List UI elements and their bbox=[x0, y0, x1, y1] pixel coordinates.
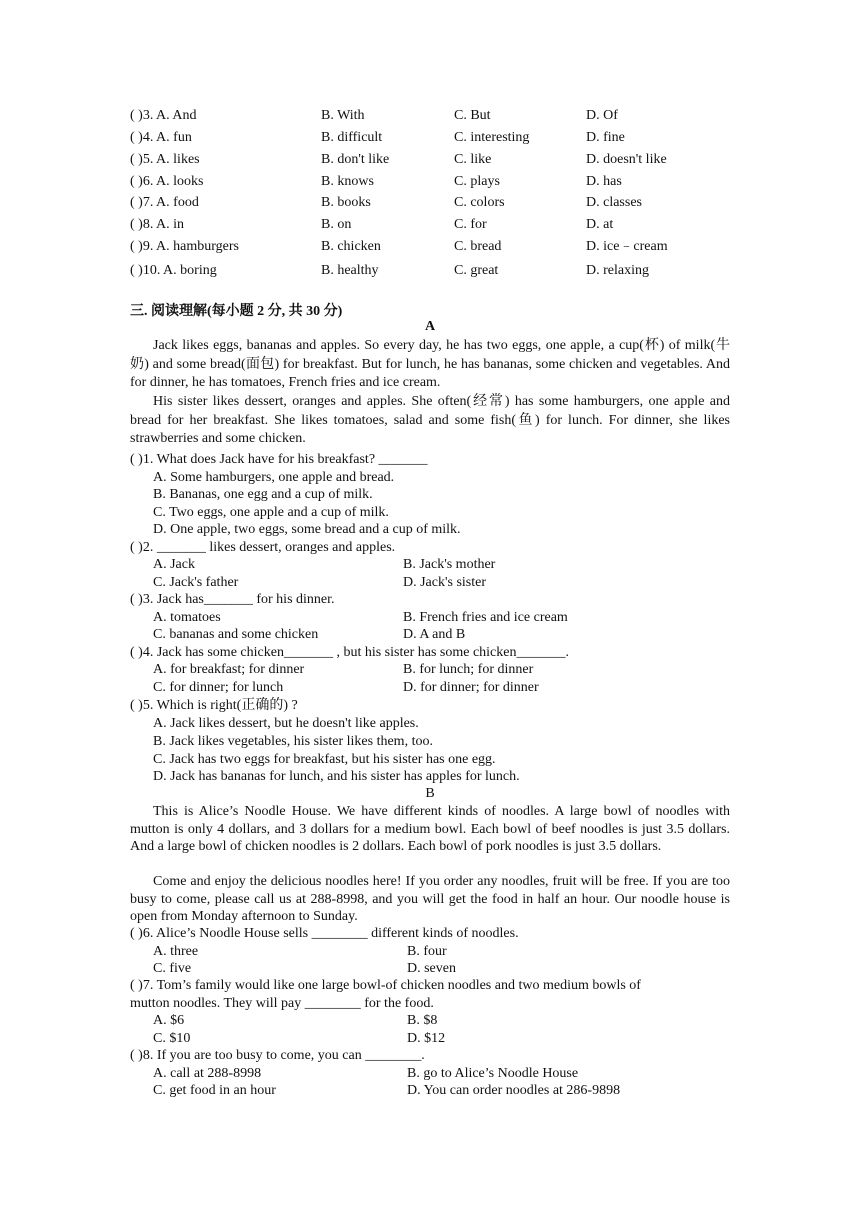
section-heading: 三. 阅读理解(每小题 2 分, 共 30 分) bbox=[130, 304, 343, 319]
q5-option-d: D. Jack has bananas for lunch, and his sister has apples for lunch. bbox=[153, 769, 520, 784]
question-6: ( )6. Alice’s Noodle House sells ________ different kinds of noodles. bbox=[130, 926, 519, 941]
cloze-item-number: ( )4. A. fun bbox=[130, 130, 192, 145]
passage-b-label: B bbox=[425, 786, 435, 801]
cloze-item-number: ( )7. A. food bbox=[130, 195, 199, 210]
cloze-option-b: B. knows bbox=[321, 174, 374, 189]
q4-option-a: A. for breakfast; for dinner bbox=[153, 662, 305, 677]
cloze-option-b: B. difficult bbox=[321, 130, 383, 145]
cloze-item-number: ( )8. A. in bbox=[130, 217, 185, 232]
passage-a-label: A bbox=[424, 319, 436, 334]
q5-option-a: A. Jack likes dessert, but he doesn't like apples. bbox=[153, 716, 419, 731]
q4-option-c: C. for dinner; for lunch bbox=[153, 680, 284, 695]
question-4: ( )4. Jack has some chicken_______ , but his sister has some chicken_______. bbox=[130, 645, 569, 660]
cloze-item-number: ( )6. A. looks bbox=[130, 174, 204, 189]
cloze-option-c: C. bread bbox=[454, 239, 502, 254]
q3-option-a: A. tomatoes bbox=[153, 610, 221, 625]
question-8: ( )8. If you are too busy to come, you can ________. bbox=[130, 1048, 425, 1063]
question-7-line-1: ( )7. Tom’s family would like one large bowl-of chicken noodles and two medium bowls of bbox=[130, 978, 641, 993]
cloze-option-d: D. at bbox=[586, 217, 614, 232]
cloze-option-c: C. like bbox=[454, 152, 492, 167]
cloze-option-d: D. has bbox=[586, 174, 622, 189]
cloze-option-c: C. But bbox=[454, 108, 491, 123]
q5-option-c: C. Jack has two eggs for breakfast, but his sister has one egg. bbox=[153, 752, 496, 767]
cloze-option-d: D. relaxing bbox=[586, 263, 649, 278]
question-5: ( )5. Which is right(正确的) ? bbox=[130, 698, 298, 713]
cloze-option-d: D. Of bbox=[586, 108, 618, 123]
cloze-option-b: B. chicken bbox=[321, 239, 381, 254]
q5-option-b: B. Jack likes vegetables, his sister likes them, too. bbox=[153, 734, 433, 749]
cloze-item-number: ( )9. A. hamburgers bbox=[130, 239, 239, 254]
q2-option-b: B. Jack's mother bbox=[403, 557, 496, 572]
question-3: ( )3. Jack has_______ for his dinner. bbox=[130, 592, 335, 607]
q3-option-d: D. A and B bbox=[403, 627, 466, 642]
q7-option-b: B. $8 bbox=[407, 1013, 438, 1028]
passage-b-paragraph-2: Come and enjoy the delicious noodles here! If you order any noodles, fruit will be free. If you are too busy to come, please call us at 288-8998, and you will get the food in half an hour. Our noodle house is open from Monday afternoon to Sunday. bbox=[130, 874, 730, 924]
cloze-item-number: ( )10. A. boring bbox=[130, 263, 217, 278]
q8-option-d: D. You can order noodles at 286-9898 bbox=[407, 1083, 621, 1098]
cloze-option-d: D. classes bbox=[586, 195, 642, 210]
cloze-option-b: B. healthy bbox=[321, 263, 379, 278]
q3-option-b: B. French fries and ice cream bbox=[403, 610, 568, 625]
cloze-item-number: ( )3. A. And bbox=[130, 108, 197, 123]
cloze-option-d: D. fine bbox=[586, 130, 625, 145]
q4-option-d: D. for dinner; for dinner bbox=[403, 680, 539, 695]
q2-option-d: D. Jack's sister bbox=[403, 575, 487, 590]
cloze-option-c: C. colors bbox=[454, 195, 505, 210]
q6-option-b: B. four bbox=[407, 944, 447, 959]
cloze-option-c: C. great bbox=[454, 263, 499, 278]
q4-option-b: B. for lunch; for dinner bbox=[403, 662, 534, 677]
passage-a-paragraph-1: Jack likes eggs, bananas and apples. So every day, he has two eggs, one apple, a cup(杯) of milk(牛奶) and some bread(面包) for breakfast. But for lunch, he has bananas, some chicken and vegetables. And for dinner, he has tomatoes, French fries and ice cream. bbox=[130, 338, 730, 390]
q1-option-a: A. Some hamburgers, one apple and bread. bbox=[153, 470, 395, 485]
q7-option-d: D. $12 bbox=[407, 1031, 446, 1046]
cloze-option-b: B. books bbox=[321, 195, 371, 210]
cloze-option-c: C. plays bbox=[454, 174, 500, 189]
q2-option-c: C. Jack's father bbox=[153, 575, 239, 590]
passage-b-paragraph-1: This is Alice’s Noodle House. We have different kinds of noodles. A large bowl of noodles with mutton is only 4 dollars, and 3 dollars for a medium bowl. Each bowl of beef noodles is just 3.5 dollars. And a large bowl of chicken noodles is 2 dollars. Each bowl of pork noodles is just 3.5 dollars. bbox=[130, 804, 730, 854]
q6-option-d: D. seven bbox=[407, 961, 456, 976]
cloze-item-number: ( )5. A. likes bbox=[130, 152, 200, 167]
cloze-option-d: D. doesn't like bbox=[586, 152, 667, 167]
q8-option-a: A. call at 288-8998 bbox=[153, 1066, 262, 1081]
cloze-option-b: B. With bbox=[321, 108, 365, 123]
cloze-option-b: B. on bbox=[321, 217, 352, 232]
question-2: ( )2. _______ likes dessert, oranges and apples. bbox=[130, 540, 396, 555]
q8-option-b: B. go to Alice’s Noodle House bbox=[407, 1066, 579, 1081]
q6-option-a: A. three bbox=[153, 944, 199, 959]
q1-option-d: D. One apple, two eggs, some bread and a cup of milk. bbox=[153, 522, 461, 537]
q6-option-c: C. five bbox=[153, 961, 192, 976]
q3-option-c: C. bananas and some chicken bbox=[153, 627, 319, 642]
q8-option-c: C. get food in an hour bbox=[153, 1083, 276, 1098]
q7-option-a: A. $6 bbox=[153, 1013, 185, 1028]
q7-option-c: C. $10 bbox=[153, 1031, 191, 1046]
cloze-option-d: D. ice﹣cream bbox=[586, 239, 668, 254]
cloze-option-c: C. for bbox=[454, 217, 487, 232]
cloze-option-b: B. don't like bbox=[321, 152, 390, 167]
q2-option-a: A. Jack bbox=[153, 557, 195, 572]
question-7-line-2: mutton noodles. They will pay ________ for the food. bbox=[130, 996, 434, 1011]
q1-option-c: C. Two eggs, one apple and a cup of milk. bbox=[153, 505, 389, 520]
q1-option-b: B. Bananas, one egg and a cup of milk. bbox=[153, 487, 373, 502]
passage-a-paragraph-2: His sister likes dessert, oranges and apples. She often(经常) has some hamburgers, one apple and bread for her breakfast. She likes tomatoes, salad and some fish(鱼) for lunch. For dinner, she likes strawberries and some chicken. bbox=[130, 394, 730, 446]
cloze-option-c: C. interesting bbox=[454, 130, 530, 145]
question-1: ( )1. What does Jack have for his breakfast? _______ bbox=[130, 452, 428, 467]
